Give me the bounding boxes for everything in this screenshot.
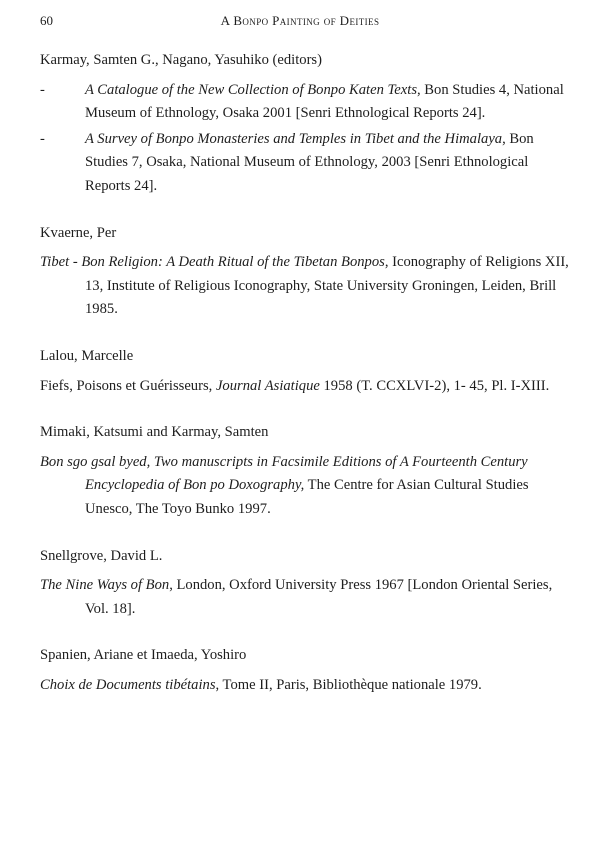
- entry-author: Lalou, Marcelle: [40, 347, 134, 364]
- entry-reference: [40, 451, 572, 522]
- entry-author: Kvaerne, Per: [40, 224, 117, 241]
- reference-title: The Nine Ways of Bon: [40, 577, 170, 594]
- list-dash: -: [40, 81, 45, 98]
- entry-author: Mimaki, Katsumi and Karmay, Samten: [40, 424, 269, 441]
- reference-title: A Survey of Bonpo Monasteries and Temples in Tibet and the Himalaya: [85, 130, 503, 147]
- bibliography-entry: [40, 644, 572, 697]
- entry-reference: [40, 128, 572, 199]
- entry-reference: [40, 375, 572, 399]
- bibliography-entry: [40, 49, 572, 199]
- entry-author: Snellgrove, David L.: [40, 547, 163, 564]
- page-header: [0, 13, 600, 35]
- reference-details: The Centre for Asian Cultural Studies Unesco, The Toyo Bunko 1997.: [85, 477, 529, 517]
- bibliography: [40, 49, 572, 720]
- reference-title: Choix de Documents tibétains: [40, 676, 216, 693]
- bibliography-entry: [40, 545, 572, 622]
- page-number: 60: [40, 13, 53, 28]
- reference-title: A Catalogue of the New Collection of Bonpo Katen Texts: [85, 81, 417, 98]
- list-dash: -: [40, 130, 45, 147]
- reference-details: , London, Oxford University Press 1967 [London Oriental Series, Vol. 18].: [85, 577, 553, 617]
- reference-details: , Bon Studies 4, National Museum of Ethnology, Osaka 2001 [Senri Ethnological Reports 24].: [85, 81, 564, 122]
- reference-title: Bon sgo gsal byed, Two manuscripts in Facsimile Editions of A Fourteenth Century Encyclopedia of Bon po Doxography,: [40, 453, 528, 494]
- reference-details: , Tome II, Paris, Bibliothèque nationale 1979.: [215, 676, 482, 693]
- bibliography-entry: [40, 421, 572, 521]
- entry-author: Spanien, Ariane et Imaeda, Yoshiro: [40, 647, 247, 664]
- entry-reference: [40, 574, 572, 621]
- bibliography-entry: [40, 345, 572, 398]
- reference-details: 1958 (T. CCXLVI-2), 1- 45, Pl. I-XIII.: [319, 377, 550, 394]
- entry-reference: [40, 251, 572, 322]
- reference-details: , Iconography of Religions XII, 13, Institute of Religious Iconography, State University Groningen, Leiden, Brill 1985.: [85, 254, 569, 318]
- entry-reference: [40, 79, 572, 126]
- bibliography-entry: [40, 222, 572, 322]
- reference-title: Journal Asiatique: [215, 377, 320, 394]
- entry-reference: [40, 674, 572, 698]
- reference-prefix: Fiefs, Poisons et Guérisseurs,: [40, 377, 216, 394]
- running-title: A Bonpo Painting of Deities: [220, 13, 380, 28]
- reference-details: , Bon Studies 7, Osaka, National Museum of Ethnology, 2003 [Senri Ethnological Reports 24].: [85, 130, 534, 194]
- reference-title: Tibet - Bon Religion: A Death Ritual of the Tibetan Bonpos: [40, 254, 385, 271]
- entry-author: Karmay, Samten G., Nagano, Yasuhiko (editors): [40, 52, 322, 68]
